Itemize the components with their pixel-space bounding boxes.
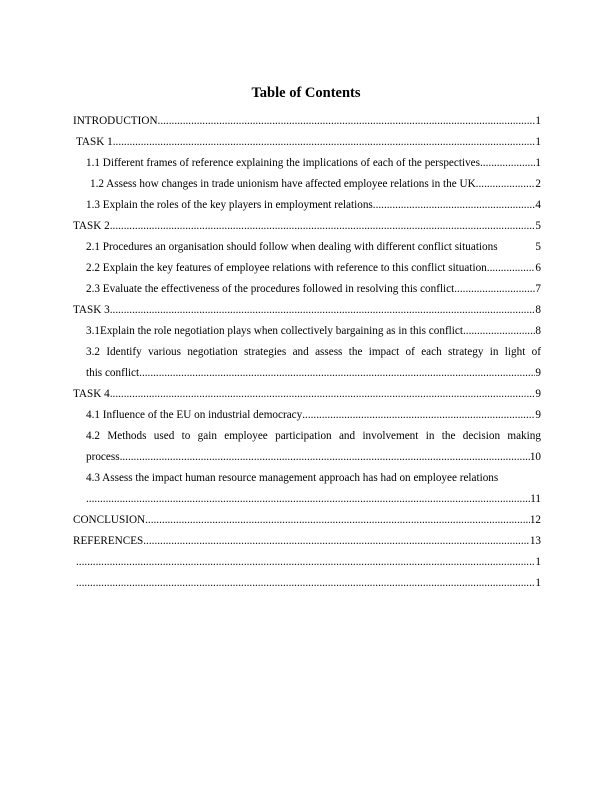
toc-leader-dots	[145, 510, 530, 531]
toc-leader-dots	[76, 552, 535, 573]
toc-word: participation	[275, 430, 332, 442]
toc-page-number: 5	[535, 241, 541, 253]
toc-entry-label: INTRODUCTION	[73, 115, 158, 127]
toc-entry-label: CONCLUSION	[73, 514, 146, 526]
table-of-contents	[73, 111, 541, 594]
toc-entry-label: 1.1 Different frames of reference explaining the implications of each of the perspectives	[86, 157, 480, 169]
toc-page-number: 11	[530, 493, 541, 505]
toc-page-number: 6	[535, 262, 541, 274]
toc-entry-label: 4.3 Assess the impact human resource management approach has had on employee relations	[86, 472, 499, 484]
toc-word: various	[148, 346, 181, 358]
toc-leader-dots	[120, 447, 530, 468]
toc-leader-dots	[373, 195, 536, 216]
toc-leader-dots	[110, 384, 536, 405]
toc-entry-references[interactable]	[73, 531, 541, 552]
toc-leader-dots	[158, 111, 536, 132]
toc-entry-1-3[interactable]	[73, 195, 541, 216]
toc-word: of	[405, 346, 415, 358]
toc-page-number: 1	[535, 556, 541, 568]
toc-entry-4-3-continued[interactable]	[73, 489, 541, 510]
toc-page-number: 1	[535, 115, 541, 127]
toc-word: assess	[315, 346, 343, 358]
toc-leader-dots	[110, 216, 536, 237]
toc-leader-dots	[76, 573, 535, 594]
toc-word: to	[181, 430, 191, 442]
toc-entry-1-2[interactable]	[73, 174, 541, 195]
toc-entry-3-2-continued[interactable]	[73, 363, 541, 384]
toc-page-number: 9	[535, 388, 541, 400]
toc-word: used	[153, 430, 175, 442]
toc-entry-4-3[interactable]	[73, 468, 541, 489]
toc-entry-label-justified	[86, 426, 541, 447]
toc-entry-4-2[interactable]	[73, 426, 541, 447]
toc-entry-label: 2.2 Explain the key features of employee relations with reference to this conflict situation	[86, 262, 487, 274]
toc-word: and	[292, 346, 309, 358]
toc-leader-dots	[463, 321, 535, 342]
toc-entry-2-3[interactable]	[73, 279, 541, 300]
page-title: Table of Contents	[251, 85, 361, 101]
toc-page-number: 1	[535, 136, 541, 148]
toc-word: negotiation	[187, 346, 238, 358]
toc-leader-dots	[480, 153, 535, 174]
toc-word: employee	[224, 430, 268, 442]
toc-word: decision	[462, 430, 501, 442]
toc-entry-label: process	[86, 451, 120, 463]
toc-entry-2-2[interactable]	[73, 258, 541, 279]
toc-word: involvement	[362, 430, 419, 442]
toc-entry-label: TASK 3	[73, 304, 110, 316]
toc-page-number: 5	[535, 220, 541, 232]
toc-word: in	[425, 430, 435, 442]
toc-entry-label: 2.3 Evaluate the effectiveness of the procedures followed in resolving this conflict	[86, 283, 455, 295]
toc-entry-4-2-continued[interactable]	[73, 447, 541, 468]
toc-word: each	[421, 346, 442, 358]
toc-page-number: 9	[535, 367, 541, 379]
toc-word: 3.2	[86, 346, 100, 358]
toc-page-number: 8	[535, 325, 541, 337]
toc-entry-label: 1.3 Explain the roles of the key players in employment relations	[86, 199, 373, 211]
toc-word: the	[348, 346, 363, 358]
toc-entry-label: 3.1Explain the role negotiation plays when collectively bargaining as in this conflict	[86, 325, 463, 337]
toc-page-number: 1	[535, 157, 541, 169]
toc-leader-dots	[454, 279, 535, 300]
toc-entry-3-1[interactable]	[73, 321, 541, 342]
toc-entry-task-2[interactable]	[73, 216, 541, 237]
toc-word: 4.2	[86, 430, 100, 442]
toc-word: strategies	[244, 346, 287, 358]
toc-entry-label: REFERENCES	[73, 535, 144, 547]
toc-entry-label: this conflict	[86, 367, 140, 379]
toc-page-number: 13	[529, 535, 541, 547]
toc-entry-2-1[interactable]	[73, 237, 541, 258]
toc-leader-dots	[110, 300, 536, 321]
toc-entry-label: TASK 4	[73, 388, 110, 400]
toc-entry-3-2[interactable]	[73, 342, 541, 363]
toc-page-number: 9	[535, 409, 541, 421]
toc-word: strategy	[448, 346, 484, 358]
toc-word: Methods	[107, 430, 147, 442]
toc-page-number: 1	[535, 577, 541, 589]
toc-entry-blank-2[interactable]	[73, 573, 541, 594]
toc-entry-task-1[interactable]	[73, 132, 541, 153]
toc-page-number: 10	[529, 451, 541, 463]
toc-entry-label: TASK 1	[76, 136, 113, 148]
toc-page-number: 2	[535, 178, 541, 190]
toc-word: the	[441, 430, 456, 442]
toc-word: and	[338, 430, 356, 442]
toc-leader-dots	[139, 363, 535, 384]
toc-entry-introduction[interactable]	[73, 111, 541, 132]
toc-leader-dots	[86, 489, 530, 510]
toc-entry-task-3[interactable]	[73, 300, 541, 321]
toc-leader-dots	[476, 174, 536, 195]
toc-entry-label-justified	[86, 342, 541, 363]
toc-entry-task-4[interactable]	[73, 384, 541, 405]
toc-entry-4-1[interactable]	[73, 405, 541, 426]
toc-word: Identify	[106, 346, 142, 358]
toc-entry-1-1[interactable]	[73, 153, 541, 174]
toc-page-number: 8	[535, 304, 541, 316]
toc-word: of	[531, 346, 541, 358]
toc-word: in	[489, 346, 499, 358]
toc-leader-dots	[113, 132, 536, 153]
toc-entry-conclusion[interactable]	[73, 510, 541, 531]
toc-word: impact	[368, 346, 400, 358]
toc-page-number: 4	[535, 199, 541, 211]
toc-entry-label: 2.1 Procedures an organisation should follow when dealing with different conflict situations	[86, 241, 498, 253]
toc-entry-label: TASK 2	[73, 220, 110, 232]
toc-leader-dots	[302, 405, 535, 426]
toc-word: making	[507, 430, 541, 442]
toc-entry-blank-1[interactable]	[73, 552, 541, 573]
toc-word: gain	[197, 430, 217, 442]
toc-page-number: 7	[535, 283, 541, 295]
toc-page-number: 12	[529, 514, 541, 526]
toc-entry-label: 4.1 Influence of the EU on industrial democracy	[86, 409, 303, 421]
toc-entry-label: 1.2 Assess how changes in trade unionism have affected employee relations in the UK	[90, 178, 476, 190]
toc-leader-dots	[487, 258, 536, 279]
toc-word: light	[504, 346, 526, 358]
toc-leader-dots	[143, 531, 530, 552]
